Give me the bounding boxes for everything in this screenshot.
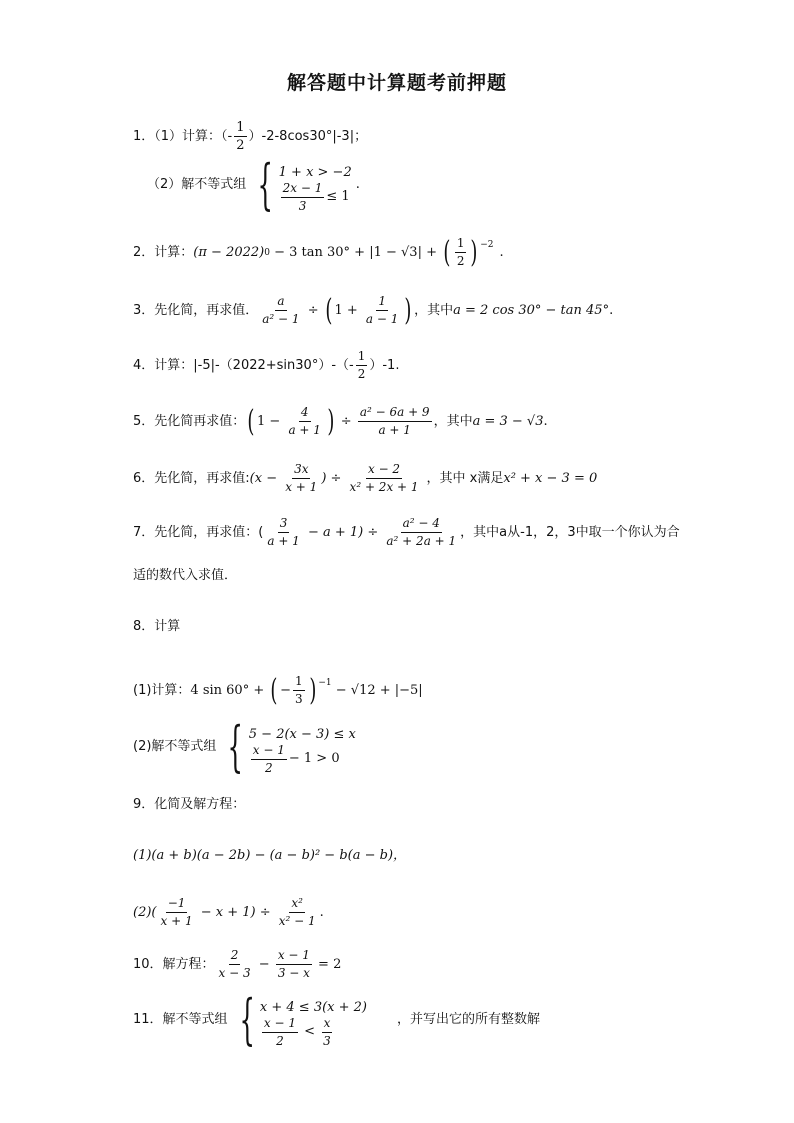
inequality-system: { 1 + x > −2 $\frac{2x - 1}{3}$ ≤ 1 (257, 153, 352, 216)
question-10: 10．解方程： $\frac{2}{x - 3}$ − $\frac{x - 1}{3 - x}$ = 2 (133, 948, 342, 980)
inequality-system: { x + 4 ≤ 3(x + 2) $\frac{x - 1}{2}$ < $\frac{x}{3}$ (238, 988, 367, 1051)
question-9: 9．化简及解方程： (133, 797, 246, 812)
question-4: 4．计算：|-5|-（2022+sin30°）-（- $\frac{1}{2}$ ）-1. (133, 349, 400, 381)
question-1a: 1．（1）计算：（- $\frac{1}{2}$ ）-2-8cos30°|-3|； (133, 120, 368, 153)
question-6: 6．先化简，再求值: (x − $\frac{3x}{x + 1}$ ) ÷ $\frac{x - 2}{\text{x² + 2x + 1}}$ ，其中 x满足 x² + x − 3 = 0 (133, 462, 598, 494)
question-5: 5．先化简再求值： ( 1 − $\frac{4}{a + 1}$ ) ÷ $\frac{\text{a² − 6a + 9}}{a + 1}$ ，其中 a = 3 − √3 . (133, 403, 548, 439)
question-11: 11．解不等式组 { x + 4 ≤ 3(x + 2) $\frac{x - 1}{2}$ < $\frac{x}{3}$ ，并写出它的所有整数解 (133, 988, 541, 1051)
fraction: $\frac{1}{2}$ (236, 120, 245, 153)
question-3: 3．先化简，再求值． $\frac{a}{\text{a² − 1}}$ ÷ ( 1 + $\frac{1}{a - 1}$ ) ，其中 a = 2 cos 30° − tan 45° . (133, 292, 614, 328)
page-title: 解答题中计算题考前押题 (286, 72, 507, 94)
question-7: 7．先化简，再求值：( $\frac{3}{a + 1}$ − a + 1) ÷ $\frac{\text{a² − 4}}{\text{a² + 2a + 1}}$ ，其中a从-1，2，3中取一个你认为合 (133, 516, 680, 548)
question-9-part-2: (2)( $\frac{-1}{x + 1}$ − x + 1) ÷ $\frac{\text{x²}}{\text{x² − 1}}$ . (133, 896, 324, 928)
inequality-system: { 5 − 2(x − 3) ≤ x $\frac{x - 1}{2}$ − 1 > 0 (227, 715, 356, 778)
question-7-continued: 适的数代入求值． (133, 568, 238, 583)
question-8-part-1: (1)计算： 4 sin 60° + ( − $\frac{1}{3}$ ) −1 − √12 + |−5| (133, 672, 423, 708)
question-1b: （2）解不等式组 { 1 + x > −2 $\frac{2x - 1}{3}$ ≤ 1 . (147, 153, 360, 216)
question-8-part-2: (2)解不等式组 { 5 − 2(x − 3) ≤ x $\frac{x - 1}{2}$ − 1 > 0 (133, 715, 356, 778)
question-9-part-1: (1)(a + b)(a − 2b) − (a − b)² − b(a − b)， (133, 848, 407, 863)
question-2: 2．计算： (π − 2022) 0 − 3 tan 30° + |1 − √3| + ( $\frac{1}{2}$ ) −2 . (133, 234, 504, 270)
question-8: 8．计算 (133, 619, 181, 634)
